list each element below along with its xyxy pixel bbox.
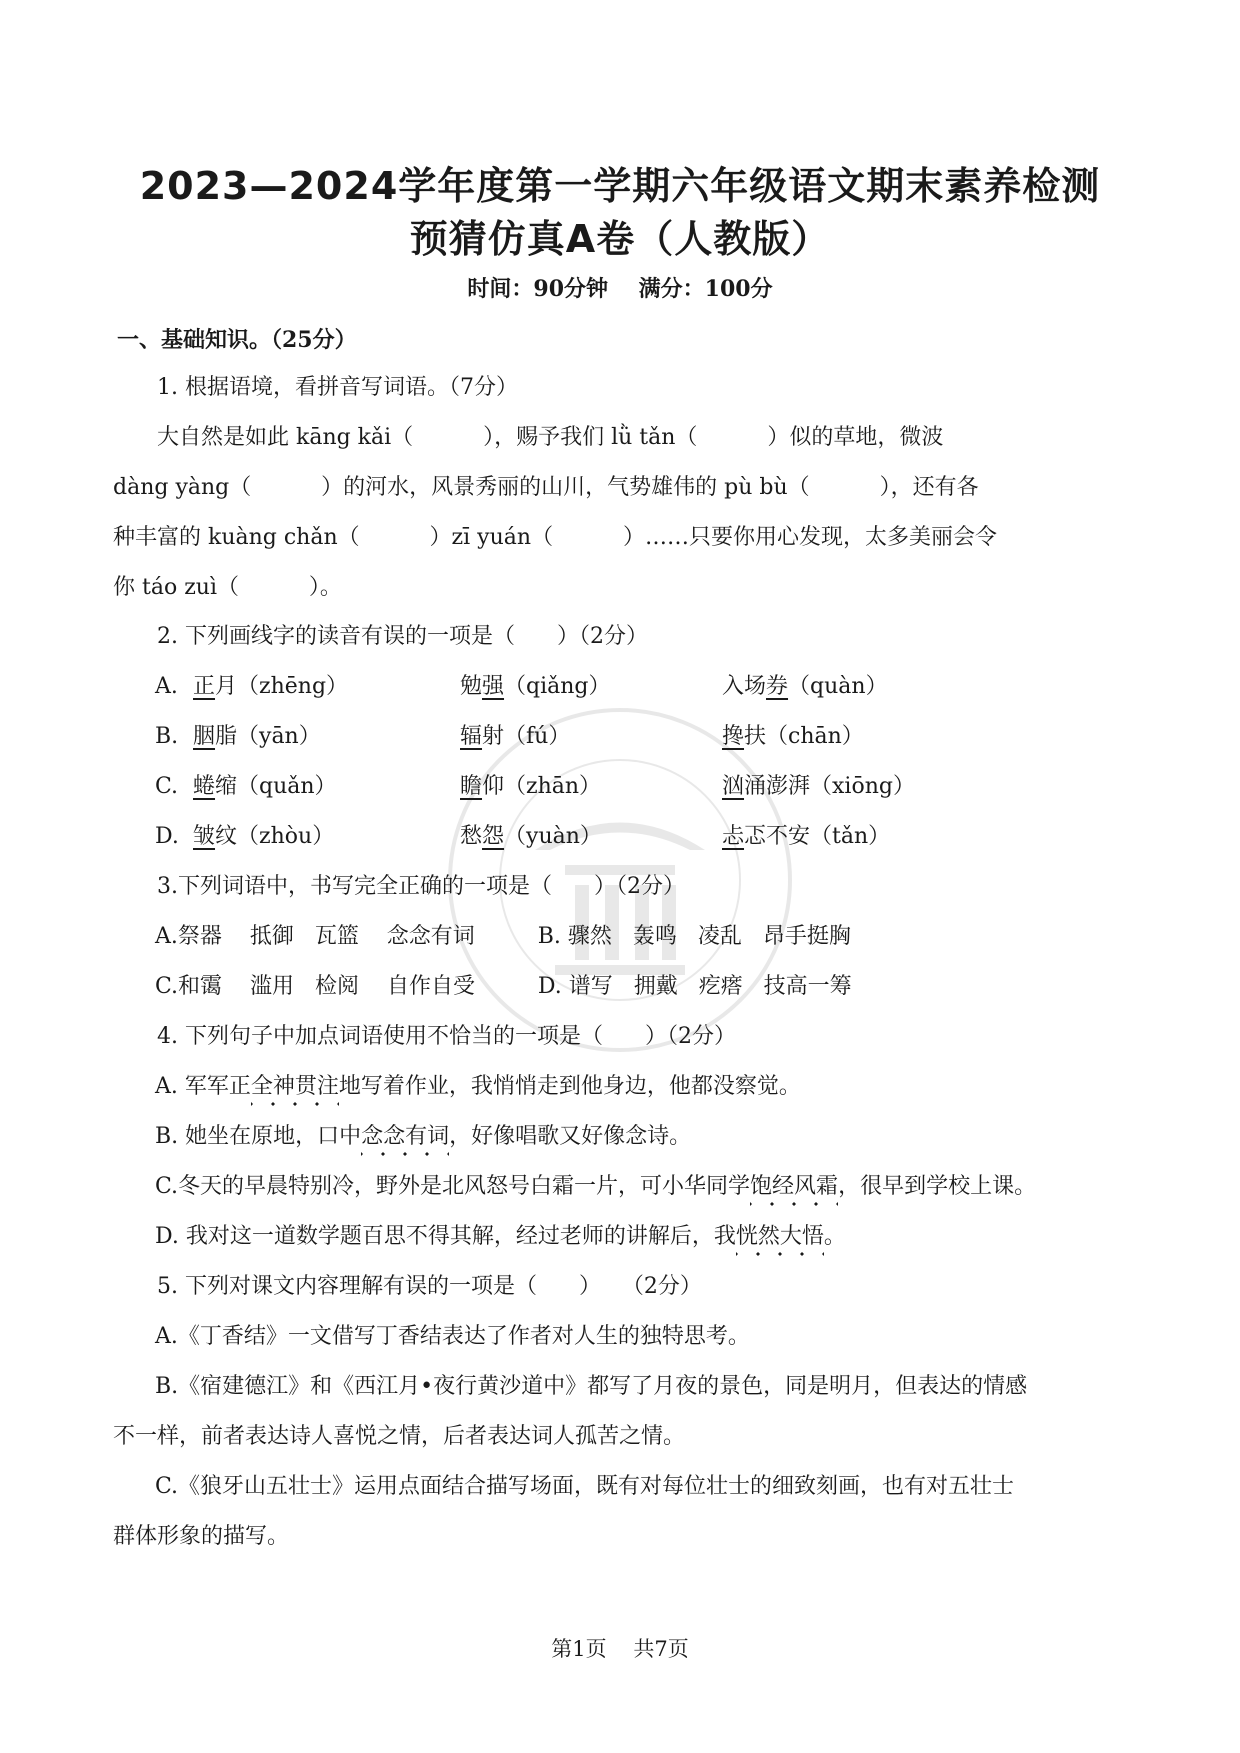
exam-title-line2: 预猜仿真A卷（人教版） xyxy=(409,217,831,261)
q2-option-letter: D. xyxy=(155,824,179,849)
q3-stem: 3.下列词语中，书写完全正确的一项是（ ）（2分） xyxy=(157,874,685,899)
q2-option-item: 蜷缩（quǎn） xyxy=(193,774,337,799)
q2-option-item: 瞻仰（zhān） xyxy=(460,774,602,799)
q2-option-item: 皱纹（zhòu） xyxy=(193,824,335,849)
q4-stem: 4. 下列句子中加点词语使用不恰当的一项是（ ）（2分） xyxy=(157,1024,736,1049)
q2-option-item: 搀扶（chān） xyxy=(722,724,864,749)
q2-option-item: 胭脂（yān） xyxy=(193,724,321,749)
q1-line: dàng yàng（ ）的河水，风景秀丽的山川，气势雄伟的 pù bù（ ），还有各 xyxy=(113,475,979,500)
q5-option-b: B.《宿建德江》和《西江月•夜行黄沙道中》都写了月夜的景色，同是明月，但表达的情感 xyxy=(155,1374,1028,1399)
q4-option-c: C.冬天的早晨特别冷，野外是北风怒号白霜一片，可小华同学饱经风霜，很早到学校上课。 xyxy=(155,1172,1036,1202)
page-footer: 第1页 共7页 xyxy=(551,1637,689,1661)
q2-stem: 2. 下列画线字的读音有误的一项是（ ）（2分） xyxy=(157,624,648,649)
q4-option-a: A. 军军正全神贯注地写着作业，我悄悄走到他身边，他都没察觉。 xyxy=(155,1072,801,1102)
q3-options-row: A.祭器 抵御 瓦篮 念念有词 B. 骤然 轰鸣 凌乱 昂手挺胸 xyxy=(155,924,851,949)
q5-stem: 5. 下列对课文内容理解有误的一项是（ ） （2分） xyxy=(157,1274,702,1299)
q2-option-item: 忐忑不安（tǎn） xyxy=(722,824,891,849)
q1-line: 你 táo zuì（ ）。 xyxy=(113,575,342,600)
q2-option-letter: B. xyxy=(155,724,179,749)
q4-option-d: D. 我对这一道数学题百思不得其解，经过老师的讲解后，我恍然大悟。 xyxy=(155,1222,846,1252)
q2-option-item: 辐射（fú） xyxy=(460,724,571,749)
q5-option-c: C.《狼牙山五壮士》运用点面结合描写场面，既有对每位壮士的细致刻画，也有对五壮士 xyxy=(155,1474,1015,1499)
q2-option-letter: A. xyxy=(155,674,178,699)
q5-option-b-cont: 不一样，前者表达诗人喜悦之情，后者表达词人孤苦之情。 xyxy=(113,1424,686,1449)
q5-option-c-cont: 群体形象的描写。 xyxy=(113,1524,290,1549)
exam-time-score: 时间：90分钟 满分：100分 xyxy=(467,276,773,302)
q2-option-item: 正月（zhēng） xyxy=(193,674,349,699)
q2-option-item: 愁怨（yuàn） xyxy=(460,824,602,849)
section-heading-basics: 一、基础知识。（25分） xyxy=(117,327,357,353)
q2-option-item: 入场券（quàn） xyxy=(722,674,888,699)
q1-line: 大自然是如此 kāng kǎi（ ），赐予我们 lǜ tǎn（ ）似的草地，微波 xyxy=(157,425,944,450)
q5-option-a: A.《丁香结》一文借写丁香结表达了作者对人生的独特思考。 xyxy=(155,1324,750,1349)
exam-title-line1: 2023—2024学年度第一学期六年级语文期末素养检测 xyxy=(139,164,1101,208)
q3-options-row: C.和霭 滥用 检阅 自作自受 D. 谱写 拥戴 疙瘩 技高一筹 xyxy=(155,974,852,999)
q4-option-b: B. 她坐在原地，口中念念有词，好像唱歌又好像念诗。 xyxy=(155,1122,691,1152)
q2-option-item: 汹涌澎湃（xiōng） xyxy=(722,774,915,799)
q2-option-letter: C. xyxy=(155,774,179,799)
q2-option-item: 勉强（qiǎng） xyxy=(460,674,611,699)
q1-line: 种丰富的 kuàng chǎn（ ）zī yuán（ ）……只要你用心发现，太多美丽会令 xyxy=(113,525,997,550)
q1-stem: 1. 根据语境，看拼音写词语。（7分） xyxy=(157,375,518,400)
